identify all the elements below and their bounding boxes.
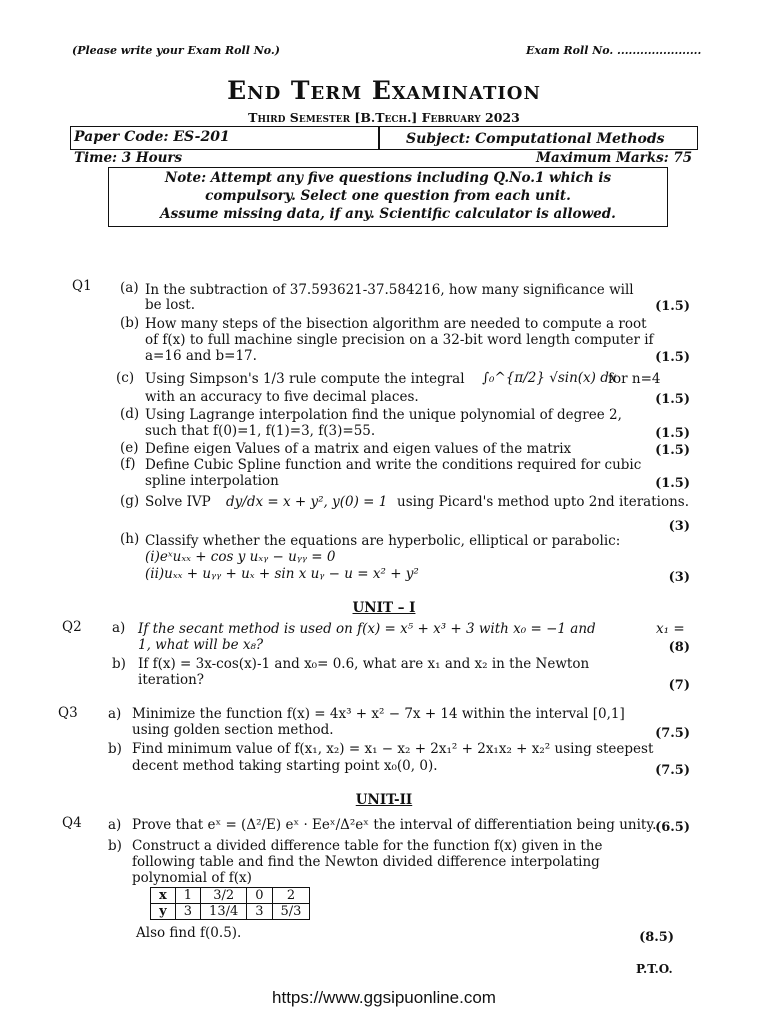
- q1f-marks: (1.5): [655, 476, 690, 491]
- q1e-marks: (1.5): [655, 443, 690, 458]
- question-number-q4: Q4: [62, 815, 82, 831]
- table-cell: 2: [272, 888, 310, 904]
- q3a-line2: using golden section method.: [132, 722, 334, 738]
- paper-code: Paper Code: ES-201: [74, 129, 230, 145]
- q2b-letter: b): [112, 656, 126, 672]
- q4a-letter: a): [108, 817, 122, 833]
- q1c-post: for n=4: [608, 371, 661, 387]
- table-cell: y: [151, 904, 176, 920]
- q2a-line1: If the secant method is used on f(x) = x⁵ + x³ + 3 with x₀ = −1 and: [138, 621, 596, 637]
- q1g-post: using Picard's method upto 2nd iterations.: [397, 494, 689, 510]
- q1d-letter: (d): [120, 406, 140, 422]
- q2b-line2: iteration?: [138, 672, 205, 688]
- q1b-letter: (b): [120, 315, 140, 331]
- table-cell: 3: [247, 904, 272, 920]
- q3a-marks: (7.5): [655, 726, 690, 741]
- q4a-marks: (6.5): [655, 820, 690, 835]
- note-line-1: Note: Attempt any five questions including Q.No.1 which is: [164, 170, 612, 186]
- q3b-marks: (7.5): [655, 763, 690, 778]
- unit-1-heading: UNIT – I: [352, 600, 416, 616]
- q2a-x1: x₁ =: [656, 621, 685, 637]
- q1c-marks: (1.5): [655, 392, 690, 407]
- q1d-marks: (1.5): [655, 426, 690, 441]
- q4b-line1: Construct a divided difference table for the function f(x) given in the: [132, 838, 603, 854]
- note-line-2: compulsory. Select one question from each unit.: [205, 188, 571, 204]
- q2a-line2: 1, what will be x₈?: [138, 637, 264, 653]
- q1d-line2: such that f(0)=1, f(1)=3, f(3)=55.: [145, 423, 376, 439]
- maximum-marks: Maximum Marks: 75: [536, 150, 693, 166]
- table-cell: 13/4: [201, 904, 247, 920]
- table-row-x: [151, 888, 310, 904]
- q3b-line2: decent method taking starting point x₀(0, 0).: [132, 758, 438, 774]
- q1d-line1: Using Lagrange interpolation find the unique polynomial of degree 2,: [145, 407, 622, 423]
- q4a-line1: Prove that eˣ = (Δ²/E) eˣ · Eeˣ/Δ²eˣ the interval of differentiation being unity.: [132, 817, 657, 833]
- q1g-pre: Solve IVP: [145, 494, 211, 510]
- q4b-line2: following table and find the Newton divided difference interpolating: [132, 854, 600, 870]
- q4b-line4: Also find f(0.5).: [136, 925, 242, 941]
- q1e-line1: Define eigen Values of a matrix and eigen values of the matrix: [145, 441, 572, 457]
- paper-info-divider: [378, 126, 380, 150]
- q1f-line2: spline interpolation: [145, 473, 279, 489]
- q1b-line3: a=16 and b=17.: [145, 348, 257, 364]
- q1f-letter: (f): [120, 456, 136, 472]
- footer-url[interactable]: https://www.ggsipuonline.com: [272, 988, 496, 1007]
- table-cell: x: [151, 888, 176, 904]
- q1c-pre: Using Simpson's 1/3 rule compute the integral: [145, 371, 465, 387]
- q1f-line1: Define Cubic Spline function and write the conditions required for cubic: [145, 457, 642, 473]
- q1h-letter: (h): [120, 531, 140, 547]
- q1c-line2: with an accuracy to five decimal places.: [145, 389, 419, 405]
- q1c-integral: ∫₀^{π/2} √sin(x) dx: [482, 370, 617, 386]
- q1b-line2: of f(x) to full machine single precision on a 32-bit word length computer if: [145, 332, 654, 348]
- q1h-marks: (3): [668, 570, 690, 585]
- table-row-y: [151, 904, 310, 920]
- q1a-marks: (1.5): [655, 299, 690, 314]
- q1h-equation-1: (i)eˣuₓₓ + cos y uₓᵧ − uᵧᵧ = 0: [145, 549, 336, 565]
- q1g-letter: (g): [120, 493, 140, 509]
- question-number-q3: Q3: [58, 705, 78, 721]
- table-cell: 0: [247, 888, 272, 904]
- q1a-line1: In the subtraction of 37.593621-37.584216, how many significance will: [145, 282, 634, 298]
- q2a-letter: a): [112, 620, 126, 636]
- table-cell: 3: [175, 904, 200, 920]
- time-allowed: Time: 3 Hours: [74, 150, 183, 166]
- q1a-letter: (a): [120, 280, 139, 296]
- table-cell: 5/3: [272, 904, 310, 920]
- q2b-marks: (7): [668, 678, 690, 693]
- pto-label: P.T.O.: [636, 962, 673, 976]
- exam-subtitle: Third Semester [B.Tech.] February 2023: [248, 110, 520, 125]
- q1h-line1: Classify whether the equations are hyperbolic, elliptical or parabolic:: [145, 533, 621, 549]
- q1e-letter: (e): [120, 440, 139, 456]
- q2a-marks: (8): [668, 640, 690, 655]
- q3b-letter: b): [108, 741, 122, 757]
- note-line-3: Assume missing data, if any. Scientific calculator is allowed.: [160, 206, 616, 222]
- q1c-letter: (c): [116, 370, 135, 386]
- q1a-line2: be lost.: [145, 297, 196, 313]
- subject: Subject: Computational Methods: [406, 131, 665, 147]
- roll-note: (Please write your Exam Roll No.): [72, 44, 280, 57]
- q1h-equation-2: (ii)uₓₓ + uᵧᵧ + uₓ + sin x uᵧ − u = x² + y²: [145, 566, 419, 582]
- divided-difference-table: [150, 887, 310, 920]
- q2b-line1: If f(x) = 3x-cos(x)-1 and x₀= 0.6, what are x₁ and x₂ in the Newton: [138, 656, 590, 672]
- q4b-line3: polynomial of f(x): [132, 870, 252, 886]
- roll-field: Exam Roll No. ......................: [526, 44, 702, 57]
- q3a-line1: Minimize the function f(x) = 4x³ + x² − 7x + 14 within the interval [0,1]: [132, 706, 625, 722]
- q1g-marks: (3): [668, 519, 690, 534]
- table-cell: 3/2: [201, 888, 247, 904]
- exam-title: End Term Examination: [227, 76, 541, 105]
- table-cell: 1: [175, 888, 200, 904]
- question-number-q2: Q2: [62, 619, 82, 635]
- q4b-marks: (8.5): [639, 930, 674, 945]
- q1g-equation: dy/dx = x + y², y(0) = 1: [226, 494, 388, 510]
- q3b-line1: Find minimum value of f(x₁, x₂) = x₁ − x₂ + 2x₁² + 2x₁x₂ + x₂² using steepest: [132, 741, 654, 757]
- q4b-letter: b): [108, 838, 122, 854]
- unit-2-heading: UNIT-II: [355, 792, 413, 808]
- q3a-letter: a): [108, 706, 122, 722]
- q1b-line1: How many steps of the bisection algorithm are needed to compute a root: [145, 316, 647, 332]
- q1b-marks: (1.5): [655, 350, 690, 365]
- question-number-q1: Q1: [72, 278, 92, 294]
